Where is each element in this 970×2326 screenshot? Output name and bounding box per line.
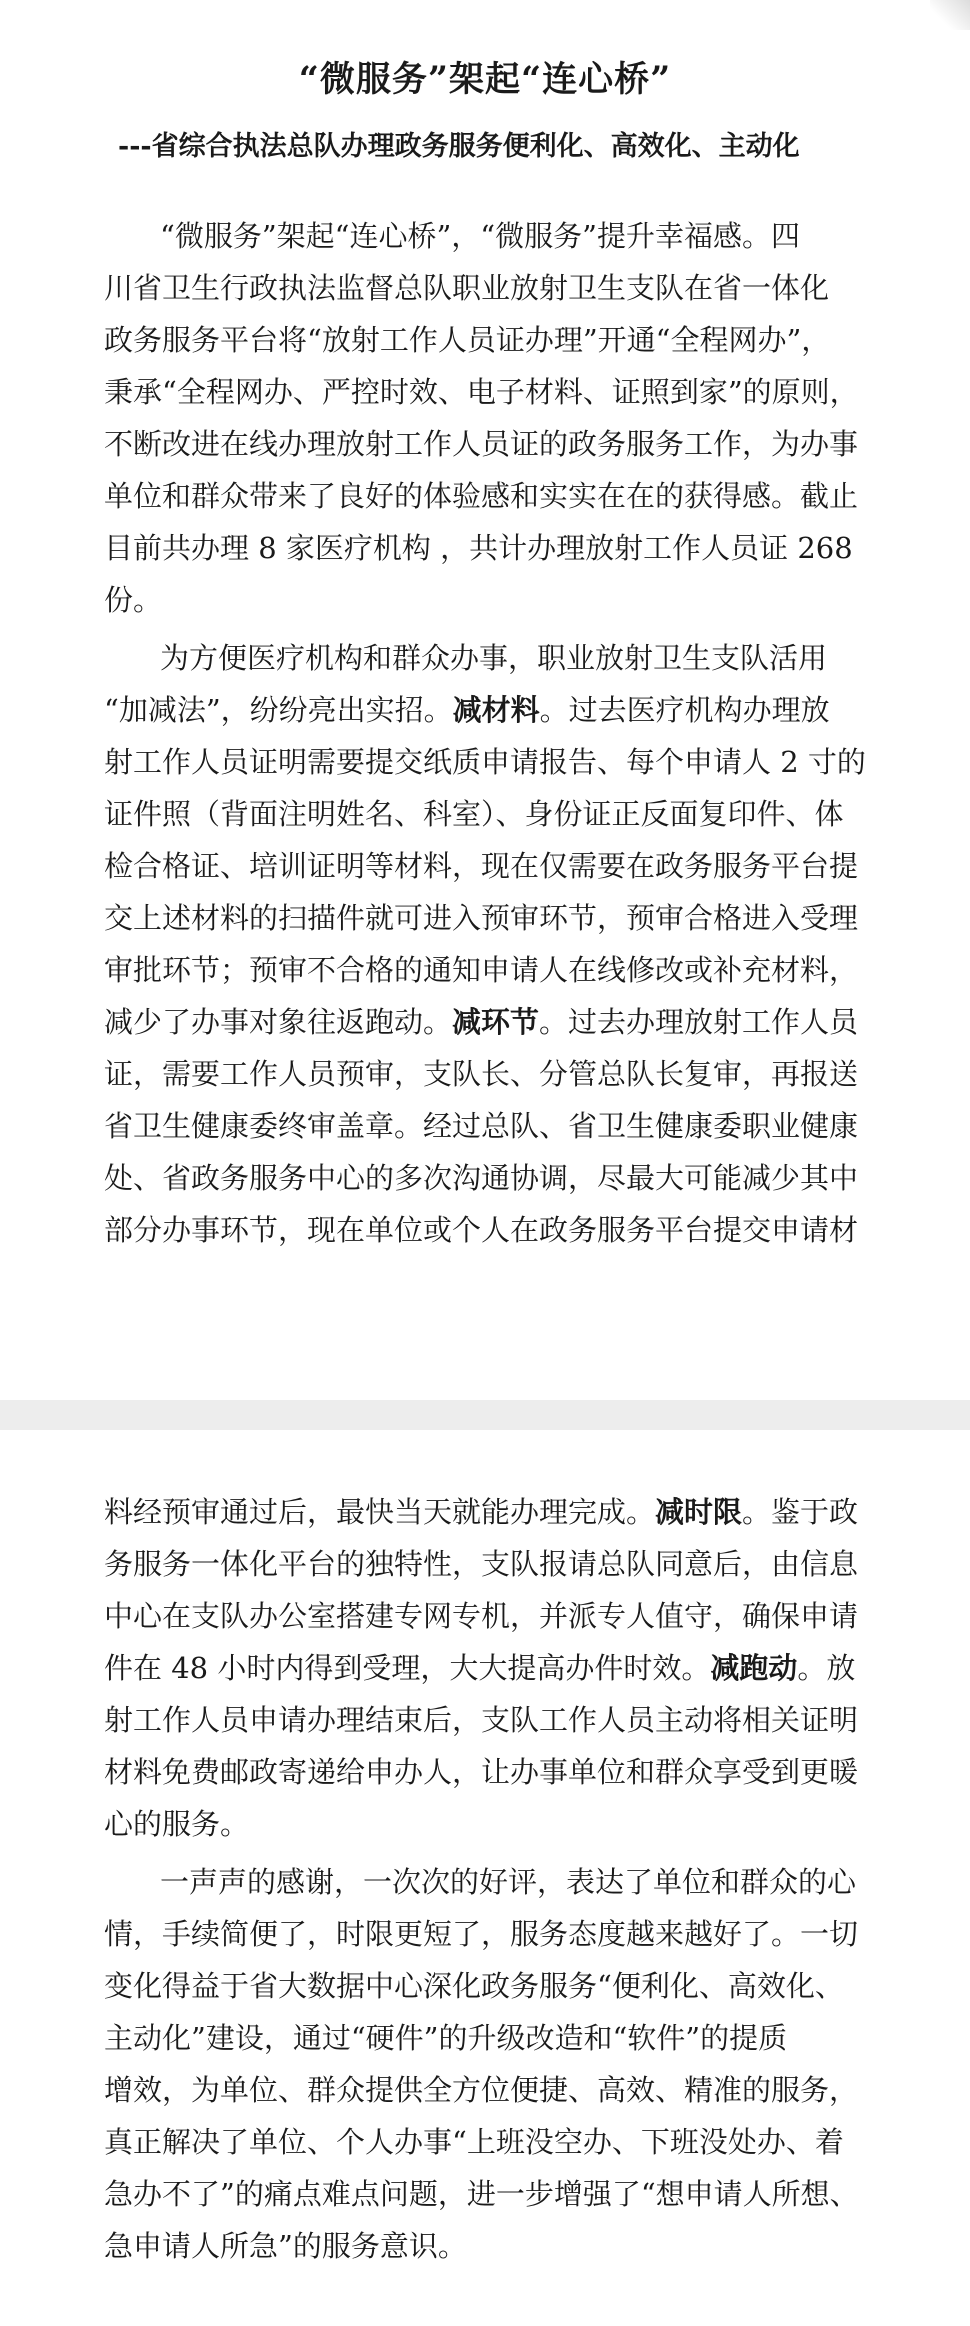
text-line xyxy=(104,476,858,516)
text-line xyxy=(104,1544,858,1584)
text-line xyxy=(104,794,844,834)
text-segment: 交上述材料的扫描件就可进入预审环节，预审合格进入受理 xyxy=(104,901,859,935)
text-line xyxy=(104,898,858,938)
text-line xyxy=(104,372,859,412)
text-segment: 。鉴于政 xyxy=(742,1495,859,1529)
article-title: “微服务”架起“连心桥” xyxy=(298,59,672,100)
text-line xyxy=(104,424,858,464)
text-line xyxy=(104,1492,858,1532)
text-line xyxy=(160,1862,856,1902)
text-segment: 为方便医疗机构和群众办事，职业放射卫生支队活用 xyxy=(160,641,828,675)
text-segment: 料经预审通过后，最快当天就能办理完成。 xyxy=(104,1495,656,1529)
text-segment: 证件照（背面注明姓名、科室）、身份证正反面复印件、体 xyxy=(104,797,844,831)
text-line xyxy=(104,2018,787,2058)
text-line xyxy=(104,2174,859,2214)
text-line xyxy=(104,1914,858,1954)
text-line xyxy=(160,638,827,678)
text-segment: 。放 xyxy=(797,1651,856,1685)
text-segment: 增效，为单位、群众提供全方位便捷、高效、精准的服务， xyxy=(104,2073,859,2107)
bold-keyword: 减跑动 xyxy=(710,1651,798,1685)
text-line xyxy=(104,2226,467,2266)
text-segment: 急办不了”的痛点难点问题，进一步增强了“想申请人所想、 xyxy=(104,2177,859,2211)
text-segment: 处、省政务服务中心的多次沟通协调，尽最大可能减少其中 xyxy=(104,1161,859,1195)
text-line xyxy=(104,846,858,886)
text-segment: 川省卫生行政执法监督总队职业放射卫生支队在省一体化 xyxy=(104,271,830,305)
text-segment: “加减法”，纷纷亮出实招。 xyxy=(104,693,453,727)
text-segment: 射工作人员证明需要提交纸质申请报告、每个申请人 2 寸的 xyxy=(104,745,866,779)
text-segment: 不断改进在线办理放射工作人员证的政务服务工作，为办事 xyxy=(104,427,859,461)
text-segment: 部分办事环节，现在单位或个人在政务服务平台提交申请材 xyxy=(104,1213,859,1247)
text-line xyxy=(104,2122,844,2162)
text-segment: 件在 48 小时内得到受理，大大提高办件时效。 xyxy=(104,1651,711,1685)
page-corner-shadow xyxy=(930,0,970,30)
text-line xyxy=(104,1966,844,2006)
text-line xyxy=(104,2070,858,2110)
text-line xyxy=(104,1752,858,1792)
text-segment: 。过去办理放射工作人员 xyxy=(539,1005,859,1039)
text-segment: 减少了办事对象往返跑动。 xyxy=(104,1005,453,1039)
text-line xyxy=(104,1596,858,1636)
text-segment: 情，手续简便了，时限更短了，服务态度越来越好了。一切 xyxy=(104,1917,859,1951)
text-line xyxy=(104,742,866,782)
text-segment: 检合格证、培训证明等材料，现在仅需要在政务服务平台提 xyxy=(104,849,859,883)
text-line xyxy=(104,1700,858,1740)
text-segment: 证，需要工作人员预审，支队长、分管总队长复审，再报送 xyxy=(104,1057,859,1091)
bold-keyword: 减环节 xyxy=(452,1005,540,1039)
text-segment: 一声声的感谢，一次次的好评，表达了单位和群众的心 xyxy=(160,1865,857,1899)
text-segment: 省卫生健康委终审盖章。经过总队、省卫生健康委职业健康 xyxy=(104,1109,859,1143)
bold-keyword: 减材料 xyxy=(452,693,540,727)
text-segment: 秉承“全程网办、严控时效、电子材料、证照到家”的原则， xyxy=(104,375,859,409)
text-segment: “微服务”架起“连心桥”，“微服务”提升幸福感。四 xyxy=(160,219,800,253)
text-segment: 心的服务。 xyxy=(104,1807,250,1841)
text-segment: 变化得益于省大数据中心深化政务服务“便利化、高效化、 xyxy=(104,1969,844,2003)
text-segment: 务服务一体化平台的独特性，支队报请总队同意后，由信息 xyxy=(104,1547,859,1581)
bold-keyword: 减时限 xyxy=(655,1495,743,1529)
text-line xyxy=(104,1106,858,1146)
text-line xyxy=(104,1210,858,1250)
text-segment: 审批环节；预审不合格的通知申请人在线修改或补充材料， xyxy=(104,953,859,987)
text-line xyxy=(104,580,162,620)
text-segment: 急申请人所急”的服务意识。 xyxy=(104,2229,467,2263)
page-separator xyxy=(0,1400,970,1430)
text-line xyxy=(104,1002,858,1042)
text-line xyxy=(104,1804,249,1844)
text-line xyxy=(104,320,830,360)
text-segment: 政务服务平台将“放射工作人员证办理”开通“全程网办”， xyxy=(104,323,831,357)
document-page-2 xyxy=(0,1430,970,2326)
text-line xyxy=(104,268,829,308)
text-segment: 主动化”建设，通过“硬件”的升级改造和“软件”的提质 xyxy=(104,2021,788,2055)
text-line xyxy=(104,1648,855,1688)
text-line xyxy=(104,528,853,568)
text-line xyxy=(104,1054,858,1094)
article-subtitle: ---省综合执法总队办理政务服务便利化、高效化、主动化 xyxy=(118,131,800,162)
text-segment: 单位和群众带来了良好的体验感和实实在在的获得感。截止 xyxy=(104,479,859,513)
text-segment: 中心在支队办公室搭建专网专机，并派专人值守，确保申请 xyxy=(104,1599,859,1633)
text-segment: 射工作人员申请办理结束后，支队工作人员主动将相关证明 xyxy=(104,1703,859,1737)
text-line xyxy=(104,950,858,990)
text-line xyxy=(104,690,830,730)
text-segment: 材料免费邮政寄递给申办人，让办事单位和群众享受到更暖 xyxy=(104,1755,859,1789)
text-segment: 目前共办理 8 家医疗机构 ，共计办理放射工作人员证 268 xyxy=(104,531,853,565)
text-line xyxy=(104,1158,858,1198)
text-segment: 真正解决了单位、个人办事“上班没空办、下班没处办、着 xyxy=(104,2125,844,2159)
text-line xyxy=(160,216,800,256)
text-segment: 。过去医疗机构办理放 xyxy=(539,693,830,727)
text-segment: 份。 xyxy=(104,583,163,617)
